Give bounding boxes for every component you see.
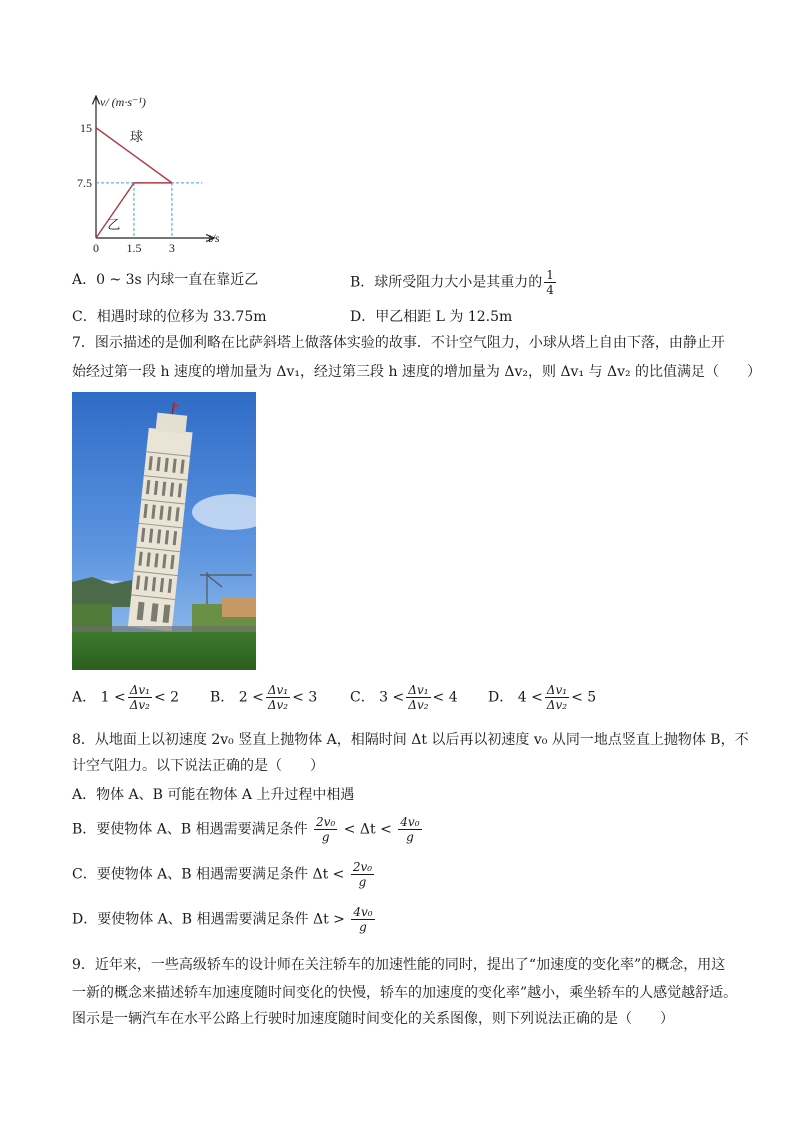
less-than: < [432,689,445,706]
delta-v-ratio [128,683,152,712]
fraction-2v0-over-g [351,860,374,889]
q7-stem-line1: 7．图示描述的是伽利略在比萨斜塔上做落体实验的故事．不计空气阻力，小球从塔上自由下落，由静止开 [72,335,725,351]
q8-stem-line1: 8．从地面上以初速度 2v₀ 竖直上抛物体 A，相隔时间 Δt 以后再以初速度 v₀ 从同一地点竖直上抛物体 B，不 [72,732,749,748]
q8-option-b-text: B．要使物体 A、B 相遇需要满足条件 [72,821,308,838]
fraction-denominator: Δv₂ [129,698,150,712]
q6-option-c: C．相遇时球的位移为 33.75m [72,309,267,325]
less-than: < [113,689,126,706]
option-low: 3 [379,689,389,706]
q8-option-c-text: C．要使物体 A、B 相遇需要满足条件 [72,866,309,883]
series-label-yi: 乙 [107,217,121,233]
q6-option-a: A．0 ~ 3s 内球一直在靠近乙 [72,272,259,288]
y-tick-label: 15 [80,120,92,135]
fraction-numerator: Δv₁ [408,683,429,697]
inequality: Δt > [312,911,345,928]
delta-v-ratio [545,683,569,712]
inequality: < Δt < [343,821,392,838]
q6-option-b-fraction [544,268,556,297]
x-tick-label: 1.5 [126,241,142,255]
q7-option-c [350,683,458,712]
fraction-denominator: Δv₂ [546,698,568,712]
fraction-numerator: 4v₀ [353,905,373,919]
q7-stem-line2: 始经过第一段 h 速度的增加量为 Δv₁，经过第三段 h 速度的增加量为 Δv₂，则 Δv₁ 与 Δv₂ 的比值满足（ ） [72,364,762,380]
option-high: 4 [448,689,458,706]
fraction-denominator: g [406,830,414,844]
fraction-4v0-over-g [351,905,374,934]
velocity-time-chart [70,88,260,258]
q8-stem-line2: 计空气阻力。以下说法正确的是（ ） [72,758,324,774]
fraction-numerator: Δv₁ [129,683,150,697]
q6-option-d: D．甲乙相距 L 为 12.5m [350,309,513,325]
option-low: 2 [238,689,248,706]
option-high: 3 [308,689,318,706]
fraction-denominator: g [358,875,367,889]
q8-option-a: A．物体 A、B 可能在物体 A 上升过程中相遇 [72,787,355,803]
less-than: < [571,689,583,706]
option-label: A． [72,689,97,706]
inequality: Δt < [312,866,345,883]
q6-option-b [350,268,558,297]
fraction-numerator: 2v₀ [352,860,373,874]
option-high: 5 [587,689,597,706]
less-than: < [531,689,543,706]
option-label: C． [350,689,375,706]
option-label: B． [210,689,235,706]
fraction-denominator: Δv₂ [267,698,289,712]
q8-option-c [72,860,376,889]
q8-option-d [72,905,377,934]
q9-stem-line2: 一新的概念来描述轿车加速度随时间变化的快慢，轿车的加速度的变化率”越小，乘坐轿车的人感觉越舒适。 [72,985,738,1001]
fraction-denominator: g [321,830,330,844]
fraction-numerator: 2v₀ [316,815,336,829]
fraction-4v0-over-g [398,815,421,844]
series-label-ball: 球 [129,128,143,144]
fraction-denominator: g [359,920,367,934]
y-axis-label: v/ (m·s⁻¹) [100,95,146,109]
option-low: 4 [517,689,527,706]
less-than: < [252,689,264,706]
fraction-numerator: 1 [546,268,554,282]
leaning-tower-photo [72,392,256,670]
q8-option-d-text: D．要使物体 A、B 相遇需要满足条件 [72,911,309,928]
delta-v-ratio [266,683,290,712]
y-tick-label: 7.5 [77,175,92,190]
q6-option-b-text: B．球所受阻力大小是其重力的 [350,274,543,291]
fraction-denominator: Δv₂ [408,698,429,712]
option-low: 1 [100,689,110,706]
fraction-numerator: 4v₀ [400,815,420,829]
fraction-2v0-over-g [314,815,337,844]
q7-option-d [488,683,596,712]
option-high: 2 [170,689,180,706]
q8-option-b [72,815,424,844]
q9-stem-line1: 9．近年来，一些高级轿车的设计师在关注轿车的加速性能的同时，提出了“加速度的变化率”的概念，用这 [72,957,726,973]
q9-stem-line3: 图示是一辆汽车在水平公路上行驶时加速度随时间变化的关系图像，则下列说法正确的是（ ） [72,1011,674,1027]
less-than: < [153,689,166,706]
fraction-denominator: 4 [546,283,554,297]
fraction-numerator: Δv₁ [546,683,568,697]
x-tick-label: 3 [168,241,175,255]
fraction-numerator: Δv₁ [267,683,289,697]
x-tick-label: 0 [93,241,99,255]
less-than: < [392,689,405,706]
less-than: < [292,689,304,706]
option-label: D． [488,689,514,706]
delta-v-ratio [406,683,430,712]
x-axis-label: t/s [208,231,220,245]
q7-option-a [72,683,179,712]
q7-option-b [210,683,317,712]
